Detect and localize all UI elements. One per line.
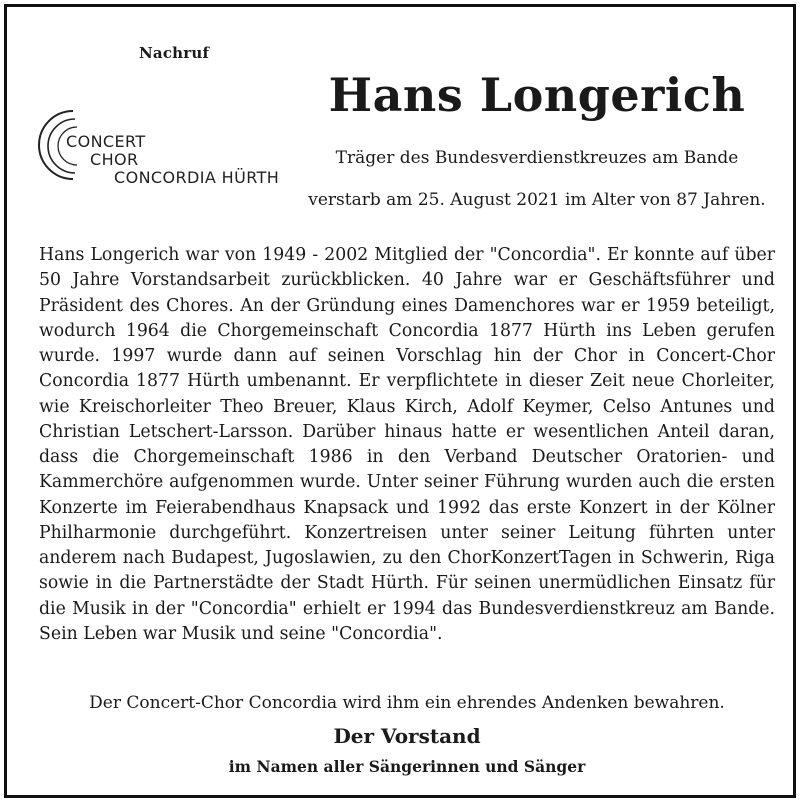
death-line: verstarb am 25. August 2021 im Alter von 87 Jahren. [308,190,766,210]
choir-logo [37,103,322,191]
signature-title: Der Vorstand [333,724,481,748]
logo-text-concordia-huerth: CONCORDIA HÜRTH [114,168,280,187]
obituary-body: Hans Longerich war von 1949 - 2002 Mitglied der "Concordia". Er konnte auf über 50 Jahre Vorstandsarbeit zurückblicken. 40 Jahre war er Geschäftsführer und Präsident des Chores. An der Gründung eines Damenchores war er 1959 beteiligt, wodurch 1964 die Chorgemeinschaft Concordia 1877 Hürth ins Leben gerufen wurde. 1997 wurde dann auf seinen Vorschlag hin der Chor in Concert-Chor Concordia 1877 Hürth umbenannt. Er verpflichtete in dieser Zeit neue Chorleiter, wie Kreischorleiter Theo Breuer, Klaus Kirch, Adolf Keymer, Celso Antunes und Christian Letschert-Larsson. Darüber hinaus hatte er wesentlichen Anteil daran, dass die Chorgemeinschaft 1986 in den Verband Deutscher Oratorien- und Kammerchöre aufgenommen wurde. Unter seiner Führung wurden auch die ersten Konzerte im Feierabendhaus Knapsack und 1992 das erste Konzert in der Kölner Philharmonie durchgeführt. Konzertreisen unter seiner Leitung führten unter anderem nach Budapest, Jugoslawien, zu den ChorKonzertTagen in Schwerin, Riga sowie in die Partnerstädte der Stadt Hürth. Für seinen unermüdlichen Einsatz für die Musik in der "Concordia" erhielt er 1994 das Bundesverdienstkreuz am Bande. Sein Leben war Musik und seine "Concordia". [39,245,775,644]
closing-line: Der Concert-Chor Concordia wird ihm ein ehrendes Andenken bewahren. [89,693,725,713]
signature-subtitle: im Namen aller Sängerinnen und Sänger [228,757,586,776]
logo-text-concert: CONCERT [66,132,146,151]
obituary-frame [4,4,796,798]
obituary-kicker: Nachruf [139,44,210,62]
honor-line: Träger des Bundesverdienstkreuzes am Bande [335,148,739,168]
logo-text-chor: CHOR [90,150,139,169]
deceased-name: Hans Longerich [328,68,746,122]
